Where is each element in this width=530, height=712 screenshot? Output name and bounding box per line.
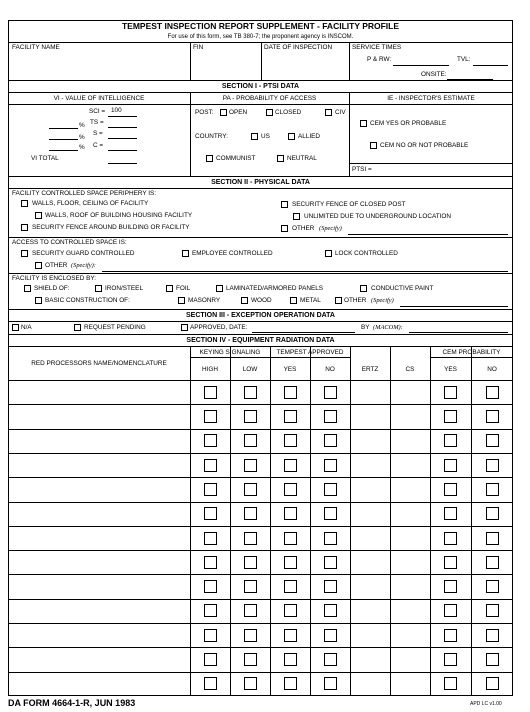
processor-name-field[interactable] <box>10 648 188 670</box>
tempest-yes-checkbox[interactable] <box>284 459 297 472</box>
sci-value[interactable]: 100 <box>111 107 122 114</box>
rule <box>8 237 513 238</box>
guard-label: SECURITY GUARD CONTROLLED <box>32 250 135 257</box>
cem-no-checkbox[interactable] <box>486 556 499 569</box>
high-checkbox[interactable] <box>204 677 217 690</box>
rule <box>8 321 513 322</box>
tempest-yes-checkbox[interactable] <box>284 434 297 447</box>
post-closed-label: CLOSED <box>275 109 302 116</box>
processor-name-field[interactable] <box>10 575 188 597</box>
access-other-specify: (Specify): <box>71 262 96 269</box>
foil-checkbox[interactable] <box>166 285 173 292</box>
cem-no-checkbox[interactable] <box>370 142 377 149</box>
tempest-yes-checkbox[interactable] <box>284 483 297 496</box>
vi-total-label: VI TOTAL <box>31 155 59 162</box>
cem-yes-checkbox[interactable] <box>444 410 457 423</box>
access-other-field[interactable] <box>102 271 508 272</box>
c-pct-field[interactable] <box>49 150 78 151</box>
metal-label: METAL <box>300 297 321 304</box>
p-rw-field[interactable] <box>393 65 449 66</box>
high-checkbox[interactable] <box>204 483 217 496</box>
cs-field[interactable] <box>391 405 429 427</box>
rule <box>8 309 513 310</box>
ertz-field[interactable] <box>351 454 389 476</box>
cem-no-checkbox[interactable] <box>486 483 499 496</box>
tempest-yes-header: YES <box>283 366 297 373</box>
country-neutral-checkbox[interactable] <box>277 155 284 162</box>
unlimited-label: UNLIMITED DUE TO UNDERGROUND LOCATION <box>304 213 451 220</box>
tempest-yes-checkbox[interactable] <box>284 677 297 690</box>
guard-checkbox[interactable] <box>21 250 28 257</box>
service-times-label: SERVICE TIMES <box>352 44 402 51</box>
form-number: DA FORM 4664-1-R, JUN 1983 <box>8 698 136 708</box>
cs-field[interactable] <box>391 430 429 452</box>
access-other-checkbox[interactable] <box>35 262 42 269</box>
cem-no-checkbox[interactable] <box>486 604 499 617</box>
ertz-field[interactable] <box>351 673 389 695</box>
high-checkbox[interactable] <box>204 434 217 447</box>
facility-name-label: FACILITY NAME <box>12 44 60 51</box>
macom-field[interactable] <box>409 332 508 333</box>
date-of-inspection-label: DATE OF INSPECTION <box>264 44 333 51</box>
tempest-no-header: NO <box>325 366 335 373</box>
cs-field[interactable] <box>391 600 429 622</box>
ptsi-label: PTSI = <box>352 166 372 173</box>
form-version: APD LC v1.00 <box>470 701 502 707</box>
access-label: ACCESS TO CONTROLLED SPACE IS: <box>12 239 127 246</box>
low-checkbox[interactable] <box>244 410 257 423</box>
cem-yes-checkbox[interactable] <box>444 629 457 642</box>
cs-field[interactable] <box>391 673 429 695</box>
low-checkbox[interactable] <box>244 580 257 593</box>
high-checkbox[interactable] <box>204 580 217 593</box>
ertz-field[interactable] <box>351 624 389 646</box>
ertz-field[interactable] <box>351 503 389 525</box>
approved-label: APPROVED, DATE: <box>190 324 248 331</box>
foil-label: FOIL <box>176 285 191 292</box>
vi-header: VI - VALUE OF INTELLIGENCE <box>53 95 145 102</box>
access-other-label: OTHER <box>45 262 68 269</box>
rule <box>8 334 513 335</box>
iron-steel-checkbox[interactable] <box>95 285 102 292</box>
pending-checkbox[interactable] <box>74 324 81 331</box>
cs-field[interactable] <box>391 575 429 597</box>
cem-yes-header: YES <box>444 366 457 373</box>
rule <box>230 346 231 696</box>
ertz-field[interactable] <box>351 551 389 573</box>
tempest-no-checkbox[interactable] <box>324 434 337 447</box>
ts-label: TS = <box>90 119 104 126</box>
construction-other-specify: (Specify) <box>371 297 394 304</box>
country-communist-label: COMMUNIST <box>216 155 256 162</box>
shield-of-label: SHIELD OF: <box>34 285 70 292</box>
c-label: C = <box>93 142 104 149</box>
s-pct-label: % <box>79 134 85 141</box>
sci-field <box>108 116 137 117</box>
rule <box>8 188 513 189</box>
cem-no-checkbox[interactable] <box>486 653 499 666</box>
periphery-other-label: OTHER <box>292 225 315 232</box>
cem-no-checkbox[interactable] <box>486 532 499 545</box>
form-title: TEMPEST INSPECTION REPORT SUPPLEMENT - FACILITY PROFILE <box>121 21 400 31</box>
tempest-approved-header: TEMPEST APPROVED <box>276 349 344 356</box>
rule <box>8 92 513 93</box>
tempest-yes-checkbox[interactable] <box>284 580 297 593</box>
rule <box>430 346 431 696</box>
low-checkbox[interactable] <box>244 677 257 690</box>
cem-yes-checkbox[interactable] <box>444 677 457 690</box>
tempest-no-checkbox[interactable] <box>324 580 337 593</box>
onsite-label: ONSITE: <box>421 71 447 78</box>
rule <box>8 346 513 347</box>
masonry-label: MASONRY <box>188 297 221 304</box>
wood-checkbox[interactable] <box>241 297 248 304</box>
cs-field[interactable] <box>391 503 429 525</box>
tempest-yes-checkbox[interactable] <box>284 629 297 642</box>
country-allied-label: ALLIED <box>298 133 321 140</box>
tempest-no-checkbox[interactable] <box>324 677 337 690</box>
country-allied-checkbox[interactable] <box>288 133 295 140</box>
walls-roof-checkbox[interactable] <box>35 212 42 219</box>
low-checkbox[interactable] <box>244 434 257 447</box>
tempest-no-checkbox[interactable] <box>324 532 337 545</box>
pending-label: REQUEST PENDING <box>84 324 146 331</box>
cs-field[interactable] <box>391 527 429 549</box>
laminated-checkbox[interactable] <box>216 285 223 292</box>
high-checkbox[interactable] <box>204 604 217 617</box>
ie-header: IE - INSPECTOR'S ESTIMATE <box>387 95 475 102</box>
cem-yes-checkbox[interactable] <box>444 604 457 617</box>
processor-name-field[interactable] <box>10 478 188 500</box>
periphery-other-field[interactable] <box>348 234 508 235</box>
low-checkbox[interactable] <box>244 556 257 569</box>
facility-name-field[interactable] <box>10 52 188 78</box>
section-3-title: SECTION III - EXCEPTION OPERATION DATA <box>186 312 335 319</box>
post-closed-checkbox[interactable] <box>266 109 273 116</box>
cem-no-checkbox[interactable] <box>486 386 499 399</box>
cem-no-checkbox[interactable] <box>486 507 499 520</box>
cem-yes-label: CEM YES OR PROBABLE <box>370 120 447 127</box>
date-of-inspection-field[interactable] <box>263 52 347 78</box>
s-pct-field[interactable] <box>49 139 78 140</box>
cs-field[interactable] <box>391 478 429 500</box>
ertz-field[interactable] <box>351 527 389 549</box>
cem-probability-header: CEM PROBABILITY <box>442 349 501 356</box>
post-label: POST: <box>195 109 214 116</box>
ertz-field[interactable] <box>351 405 389 427</box>
low-checkbox[interactable] <box>244 532 257 545</box>
cem-yes-checkbox[interactable] <box>444 532 457 545</box>
fence-around-checkbox[interactable] <box>21 224 28 231</box>
processor-name-field[interactable] <box>10 454 188 476</box>
low-checkbox[interactable] <box>244 629 257 642</box>
tempest-no-checkbox[interactable] <box>324 507 337 520</box>
cem-no-checkbox[interactable] <box>486 434 499 447</box>
rule <box>8 176 513 177</box>
ts-field[interactable] <box>108 127 137 128</box>
ertz-field[interactable] <box>351 648 389 670</box>
ts-pct-field[interactable] <box>49 128 78 129</box>
cem-yes-checkbox[interactable] <box>444 507 457 520</box>
fence-closed-label: SECURITY FENCE OF CLOSED POST <box>292 201 406 208</box>
post-open-label: OPEN <box>229 109 248 116</box>
ertz-field[interactable] <box>351 478 389 500</box>
masonry-checkbox[interactable] <box>178 297 185 304</box>
cem-yes-checkbox[interactable] <box>444 580 457 593</box>
walls-floor-checkbox[interactable] <box>21 200 28 207</box>
iron-steel-label: IRON/STEEL <box>105 285 143 292</box>
c-pct-label: % <box>79 144 85 151</box>
lock-label: LOCK CONTROLLED <box>335 250 398 257</box>
tempest-no-checkbox[interactable] <box>324 604 337 617</box>
tempest-yes-checkbox[interactable] <box>284 386 297 399</box>
ertz-field[interactable] <box>351 430 389 452</box>
ertz-header: ERTZ <box>361 366 379 373</box>
construction-other-checkbox[interactable] <box>335 297 342 304</box>
tempest-no-checkbox[interactable] <box>324 556 337 569</box>
laminated-label: LAMINATED/ARMORED PANELS <box>226 285 324 292</box>
rule <box>190 346 191 696</box>
conductive-checkbox[interactable] <box>360 285 367 292</box>
s-label: S = <box>93 130 103 137</box>
low-checkbox[interactable] <box>244 386 257 399</box>
walls-roof-label: WALLS, ROOF OF BUILDING HOUSING FACILITY <box>45 212 193 219</box>
tempest-no-checkbox[interactable] <box>324 653 337 666</box>
ertz-field[interactable] <box>351 600 389 622</box>
tempest-no-checkbox[interactable] <box>324 629 337 642</box>
cem-no-checkbox[interactable] <box>486 629 499 642</box>
na-checkbox[interactable] <box>12 324 19 331</box>
processor-name-field[interactable] <box>10 673 188 695</box>
cs-field[interactable] <box>391 624 429 646</box>
high-checkbox[interactable] <box>204 386 217 399</box>
tempest-no-checkbox[interactable] <box>324 459 337 472</box>
low-checkbox[interactable] <box>244 459 257 472</box>
low-checkbox[interactable] <box>244 483 257 496</box>
construction-other-label: OTHER <box>344 297 367 304</box>
na-label: N/A <box>21 324 32 331</box>
rule <box>261 42 262 80</box>
lock-checkbox[interactable] <box>325 250 332 257</box>
rule <box>310 346 311 696</box>
ts-pct-label: % <box>79 122 85 129</box>
cem-yes-checkbox[interactable] <box>444 556 457 569</box>
low-checkbox[interactable] <box>244 507 257 520</box>
cs-field[interactable] <box>391 551 429 573</box>
cs-field[interactable] <box>391 381 429 403</box>
ptsi-field[interactable] <box>375 164 510 175</box>
red-processors-header: RED PROCESSORS NAME/NOMENCLATURE <box>31 360 167 367</box>
shield-of-checkbox[interactable] <box>24 285 31 292</box>
cem-no-checkbox[interactable] <box>486 410 499 423</box>
high-checkbox[interactable] <box>204 459 217 472</box>
high-checkbox[interactable] <box>204 629 217 642</box>
basic-construction-label: BASIC CONSTRUCTION OF: <box>45 297 130 304</box>
cem-yes-checkbox[interactable] <box>444 653 457 666</box>
tvl-label: TVL: <box>457 56 471 63</box>
c-field[interactable] <box>108 150 137 151</box>
processor-name-field[interactable] <box>10 624 188 646</box>
cs-field[interactable] <box>391 648 429 670</box>
processor-name-field[interactable] <box>10 381 188 403</box>
country-communist-checkbox[interactable] <box>206 155 213 162</box>
keying-signaling-header: KEYING SIGNALING <box>199 349 261 356</box>
fence-around-label: SECURITY FENCE AROUND BUILDING OR FACILITY <box>32 224 190 231</box>
periphery-other-checkbox[interactable] <box>281 225 288 232</box>
periphery-label: FACILITY CONTROLLED SPACE PERIPHERY IS: <box>12 190 157 197</box>
country-us-checkbox[interactable] <box>251 133 258 140</box>
enclosed-label: FACILITY IS ENCLOSED BY: <box>12 275 97 282</box>
processor-name-field[interactable] <box>10 430 188 452</box>
country-us-label: US <box>261 133 270 140</box>
pa-header: PA - PROBABILITY OF ACCESS <box>222 95 317 102</box>
vi-total-field[interactable] <box>108 163 137 164</box>
section-2-title: SECTION II - PHYSICAL DATA <box>211 179 310 186</box>
processor-name-field[interactable] <box>10 527 188 549</box>
cem-no-checkbox[interactable] <box>486 459 499 472</box>
cs-header: CS <box>405 366 415 373</box>
cem-no-label: CEM NO OR NOT PROBABLE <box>380 142 469 149</box>
form-subtitle: For use of this form, see TB 380-7; the proponent agency is INSCOM. <box>167 34 354 40</box>
country-label: COUNTRY: <box>195 133 228 140</box>
section-4-title: SECTION IV - EQUIPMENT RADIATION DATA <box>186 337 335 344</box>
high-header: HIGH <box>202 366 218 373</box>
ertz-field[interactable] <box>351 381 389 403</box>
low-header: LOW <box>242 366 258 373</box>
fence-closed-checkbox[interactable] <box>281 201 288 208</box>
tvl-field[interactable] <box>473 65 508 66</box>
ertz-field[interactable] <box>351 575 389 597</box>
cem-no-header: NO <box>487 366 497 373</box>
construction-other-field[interactable] <box>400 306 508 307</box>
cem-yes-checkbox[interactable] <box>444 434 457 447</box>
macom-label: (MACOM): <box>373 324 403 331</box>
fin-label: FIN <box>193 44 204 51</box>
cem-yes-checkbox[interactable] <box>360 120 367 127</box>
fin-field[interactable] <box>192 52 259 78</box>
tempest-yes-checkbox[interactable] <box>284 532 297 545</box>
cs-field[interactable] <box>391 454 429 476</box>
tempest-yes-checkbox[interactable] <box>284 556 297 569</box>
post-civ-checkbox[interactable] <box>325 109 332 116</box>
high-checkbox[interactable] <box>204 507 217 520</box>
country-neutral-label: NEUTRAL <box>287 155 317 162</box>
sci-label: SCI = <box>89 108 106 115</box>
post-civ-label: CIV <box>335 109 346 116</box>
processor-name-field[interactable] <box>10 551 188 573</box>
cem-no-checkbox[interactable] <box>486 677 499 690</box>
rule <box>8 80 513 81</box>
cem-yes-checkbox[interactable] <box>444 386 457 399</box>
rule <box>471 346 472 696</box>
rule <box>8 273 513 274</box>
tempest-no-checkbox[interactable] <box>324 483 337 496</box>
cem-no-checkbox[interactable] <box>486 580 499 593</box>
p-rw-label: P & RW: <box>367 56 392 63</box>
rule <box>190 42 191 80</box>
rule <box>270 346 271 696</box>
processor-name-field[interactable] <box>10 405 188 427</box>
cem-yes-checkbox[interactable] <box>444 459 457 472</box>
wood-label: WOOD <box>251 297 272 304</box>
metal-checkbox[interactable] <box>290 297 297 304</box>
approved-date-field[interactable] <box>252 332 355 333</box>
section-1-title: SECTION I - PTSI DATA <box>221 83 300 90</box>
high-checkbox[interactable] <box>204 556 217 569</box>
s-field[interactable] <box>108 138 137 139</box>
tempest-no-checkbox[interactable] <box>324 410 337 423</box>
basic-construction-checkbox[interactable] <box>35 297 42 304</box>
high-checkbox[interactable] <box>204 653 217 666</box>
low-checkbox[interactable] <box>244 604 257 617</box>
employee-checkbox[interactable] <box>182 250 189 257</box>
low-checkbox[interactable] <box>244 653 257 666</box>
tempest-yes-checkbox[interactable] <box>284 604 297 617</box>
cem-yes-checkbox[interactable] <box>444 483 457 496</box>
tempest-yes-checkbox[interactable] <box>284 410 297 423</box>
conductive-label: CONDUCTIVE PAINT <box>371 285 434 292</box>
approved-checkbox[interactable] <box>181 324 188 331</box>
post-open-checkbox[interactable] <box>220 109 227 116</box>
tempest-yes-checkbox[interactable] <box>284 653 297 666</box>
employee-label: EMPLOYEE CONTROLLED <box>192 250 273 257</box>
processor-name-field[interactable] <box>10 600 188 622</box>
tempest-no-checkbox[interactable] <box>324 386 337 399</box>
rule <box>349 42 350 80</box>
unlimited-checkbox[interactable] <box>293 213 300 220</box>
periphery-other-specify: (Specify) <box>319 225 342 232</box>
rule <box>8 104 513 105</box>
walls-floor-label: WALLS, FLOOR, CEILING OF FACILITY <box>32 200 149 207</box>
tempest-yes-checkbox[interactable] <box>284 507 297 520</box>
processor-name-field[interactable] <box>10 503 188 525</box>
high-checkbox[interactable] <box>204 410 217 423</box>
high-checkbox[interactable] <box>204 532 217 545</box>
by-label: BY <box>361 324 370 331</box>
